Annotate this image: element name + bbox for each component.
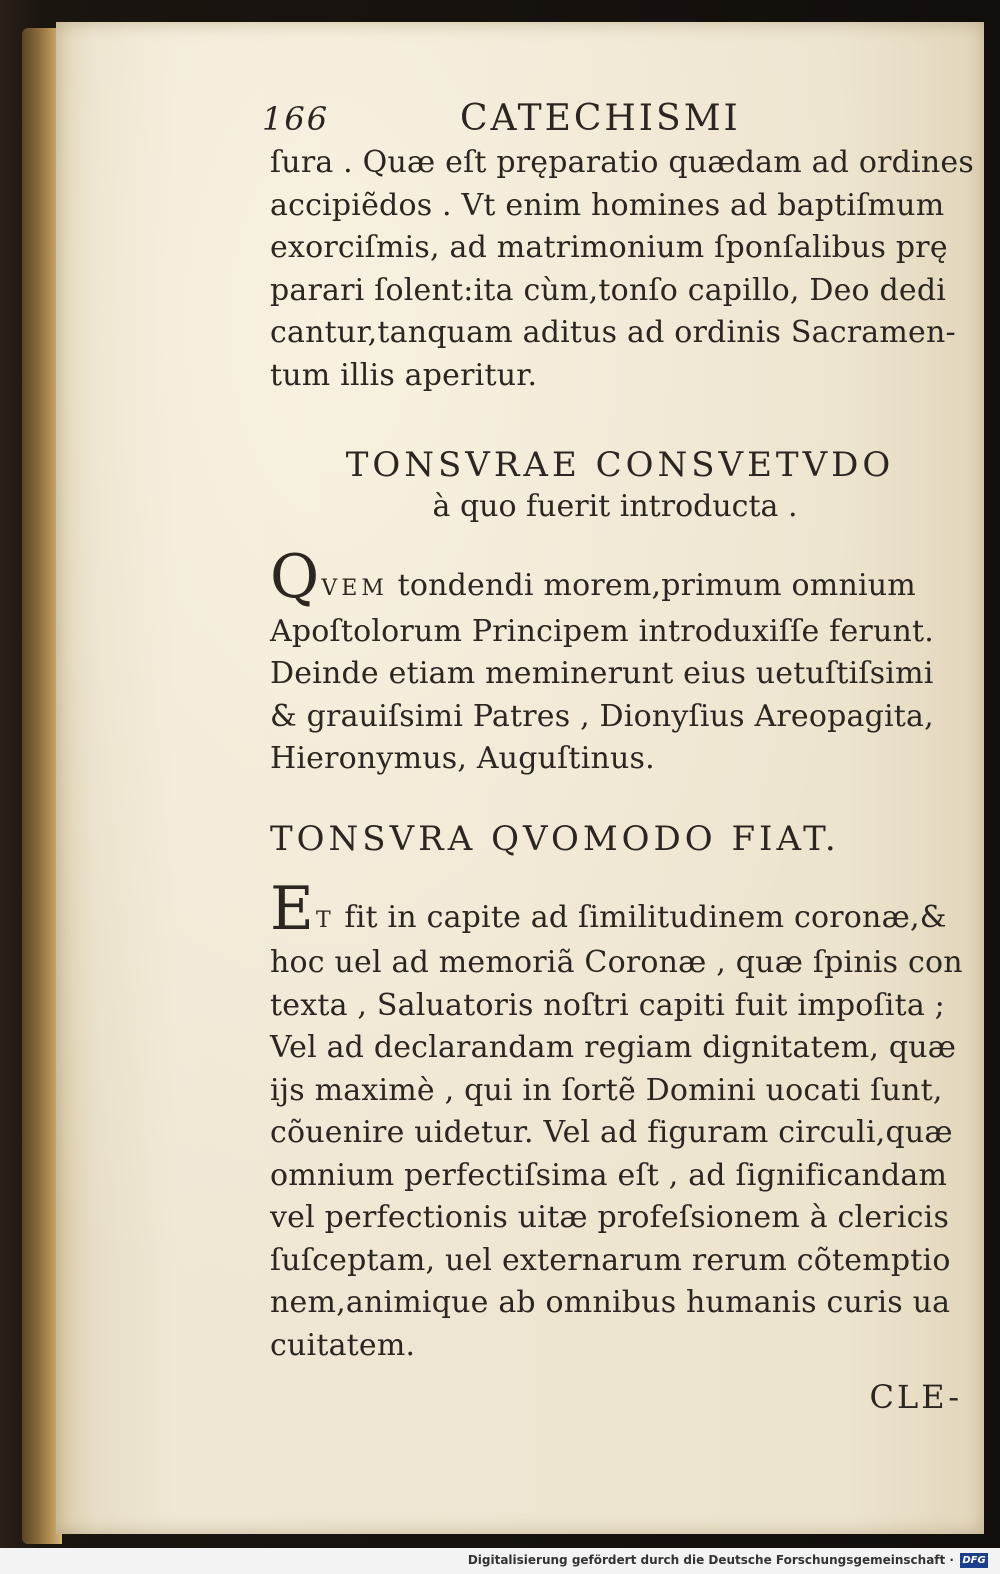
first-line-text: tondendi morem,primum omnium xyxy=(387,568,916,603)
page-header xyxy=(262,96,970,142)
text-line: cuitatem. xyxy=(270,1327,416,1363)
drop-cap: Q xyxy=(270,542,320,612)
text-line: exorciſmis, ad matrimonium ſponſalibus prę xyxy=(270,230,948,265)
text-line: Hieronymus, Auguſtinus. xyxy=(270,741,655,776)
text-line: accipiẽdos . Vt enim homines ad baptiſmum xyxy=(270,187,945,223)
running-head: CATECHISMI xyxy=(460,98,741,139)
section-heading-tonsura: TONSVRA QVOMODO FIAT. xyxy=(270,818,840,859)
paragraph-1 xyxy=(270,142,974,397)
text-line: ijs maximè , qui in ſortẽ Domini uocati ſunt, xyxy=(270,1072,943,1108)
text-line: & grauiſsimi Patres , Dionyſius Areopagita, xyxy=(270,698,934,734)
paragraph-2 xyxy=(270,542,970,781)
text-line: nem,animique ab omnibus humanis curis ua xyxy=(270,1285,951,1320)
footer-bar xyxy=(0,1548,1000,1574)
text-line: tum illis aperitur. xyxy=(270,357,538,393)
first-line-text: fit in capite ad ſimilitudinem coronæ,& xyxy=(334,899,947,935)
paragraph-3 xyxy=(270,873,970,1368)
book-page xyxy=(56,22,984,1534)
text-line xyxy=(270,873,970,944)
page-content xyxy=(262,96,974,1419)
text-line: Vel ad declarandam regiam dignitatem, quæ xyxy=(270,1030,957,1065)
drop-cap: E xyxy=(270,873,314,944)
small-caps: VEM xyxy=(321,576,388,601)
text-line: ſura . Quæ eſt pręparatio quædam ad ordines xyxy=(270,145,974,180)
text-line: ſuſceptam, uel externarum rerum cõtemptio xyxy=(270,1242,951,1278)
section-subheading: à quo fuerit introducta . xyxy=(432,489,798,524)
funding-notice: Digitalisierung gefördert durch die Deutsche Forschungsgemeinschaft · xyxy=(467,1553,954,1567)
text-line: cantur,tanquam aditus ad ordinis Sacramen- xyxy=(270,315,956,350)
text-line xyxy=(270,542,970,612)
text-line: vel perfectionis uitæ profeſsionem à clericis xyxy=(270,1200,950,1235)
page-number: 166 xyxy=(262,100,330,138)
small-caps: T xyxy=(316,907,335,933)
text-line: omnium perfectiſsima eſt , ad ſignificandam xyxy=(270,1157,948,1193)
catchword: CLE- xyxy=(869,1378,962,1416)
section-heading-tonsurae: TONSVRAE CONSVETVDO xyxy=(345,445,895,485)
text-line: parari ſolent:ita cùm,tonſo capillo, Deo dedi xyxy=(270,272,947,308)
text-line: cõuenire uidetur. Vel ad figuram circuli,quæ xyxy=(270,1115,953,1150)
dfg-logo-icon: DFG xyxy=(960,1553,988,1568)
text-line: Apoſtolorum Principem introduxiſſe ferunt. xyxy=(270,613,934,649)
text-line: texta , Saluatoris noſtri capiti fuit impoſita ; xyxy=(270,987,945,1023)
text-line: Deinde etiam meminerunt eius uetuſtiſsimi xyxy=(270,656,934,691)
text-line: hoc uel ad memoriã Coronæ , quæ ſpinis con xyxy=(270,945,963,980)
